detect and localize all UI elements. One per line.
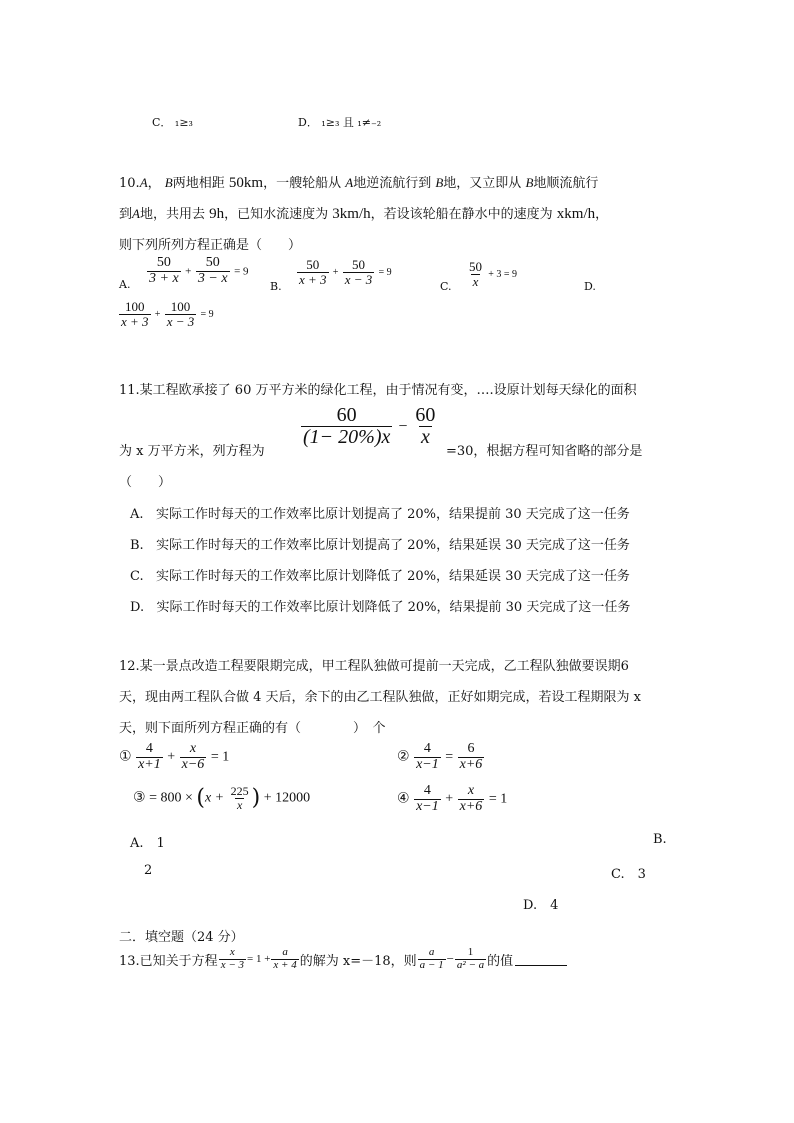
q12-equation-2: ② $\frac{4}{x-1}$ = $\frac{6}{x+6}$	[397, 741, 483, 772]
q11-line-3: （ ）	[119, 475, 172, 490]
q10-option-c-formula: $\frac{50}{x}$ + 3 = 9	[469, 259, 518, 289]
q12-option-c: C. 3	[611, 867, 646, 882]
q10-option-c-label: C.	[440, 280, 452, 293]
q11-option-a: A. 实际工作时每天的工作效率比原计划提高了 20%，结果提前 30 天完成了这一任务	[130, 507, 630, 522]
q12-option-b-value: 2	[144, 863, 153, 878]
q10-option-b-label: B.	[270, 280, 282, 293]
q10-option-d-formula: $\frac{100}{x + 3}$ + $\frac{100}{x - 3}$ = 9	[121, 299, 214, 329]
q10-option-a-formula: $\frac{50}{3 + x}$ + $\frac{50}{3 - x}$ = 9	[149, 255, 249, 286]
q10-line-2: 到A地，共用去 9h，已知水流速度为 3km/h，若设该轮船在静水中的速度为 xkm/h，	[119, 206, 609, 222]
q10-option-b-formula: $\frac{50}{x + 3}$ + $\frac{50}{x - 3}$ = 9	[299, 257, 392, 287]
q9-option-d: D． ₁≥₃ 且 ₁≠₋₂	[298, 116, 382, 129]
q10-line-1: 10.A， B两地相距 50km，一艘轮船从 A地逆流航行到 B地，又立即从 B地顺流航行	[119, 175, 599, 191]
q11-line-2a: 为 x 万平方米，列方程为	[119, 444, 265, 459]
q13-answer-blank[interactable]	[515, 953, 567, 966]
q11-option-d: D. 实际工作时每天的工作效率比原计划降低了 20%，结果提前 30 天完成了这一任务	[130, 600, 631, 615]
q11-line-2b: =30，根据方程可知省略的部分是	[446, 444, 643, 459]
q12-equation-1: ① $\frac{4}{x+1}$ + $\frac{x}{x-6}$ = 1	[119, 741, 230, 772]
q12-line-3: 天，则下面所列方程正确的有（ ） 个	[119, 721, 386, 736]
q9-option-c: C． ₁≥₃	[152, 116, 193, 129]
q13-line: 13.已知关于方程 $\frac{x}{x - 3}$ = 1 + $\frac{a}{x + 4}$ 的解为 x=－18，则 $\frac{a}{a - 1}$ − $\frac{1}{\text{a² − a}}$ 的值	[119, 947, 567, 971]
q12-line-2: 天，现由两工程队合做 4 天后，余下的由乙工程队独做，正好如期完成，若设工程期限为 x	[119, 690, 642, 705]
q10-question: 则下列所列方程正确是（ ）	[119, 238, 302, 253]
q11-line-1: 11.某工程欧承接了 60 万平方米的绿化工程，由于情况有变，….设原计划每天绿化的面积	[119, 383, 637, 398]
q12-equation-3: ③ = 800 × (x + $\frac{225}{x}$ ) + 12000	[133, 784, 311, 812]
section-2-title: 二．填空题（24 分）	[119, 930, 244, 945]
q11-option-b: B. 实际工作时每天的工作效率比原计划提高了 20%，结果延误 30 天完成了这一任务	[130, 538, 630, 553]
q12-line-1: 12.某一景点改造工程要限期完成，甲工程队独做可提前一天完成，乙工程队独做要误期6	[119, 659, 629, 674]
q10-option-a-label: A.	[119, 278, 131, 291]
q12-option-b: B.	[653, 832, 667, 847]
q11-option-c: C. 实际工作时每天的工作效率比原计划降低了 20%，结果延误 30 天完成了这一任务	[130, 569, 630, 584]
q12-equation-4: ④ $\frac{4}{x-1}$ + $\frac{x}{x+6}$ = 1	[397, 783, 508, 814]
q12-option-a: A. 1	[130, 836, 165, 851]
q11-equation: $\frac{60}{(1- 20\%)x}$ − $\frac{60}{x}$	[303, 404, 436, 448]
q10-option-d-label: D.	[584, 280, 596, 293]
q12-option-d: D. 4	[523, 898, 559, 913]
